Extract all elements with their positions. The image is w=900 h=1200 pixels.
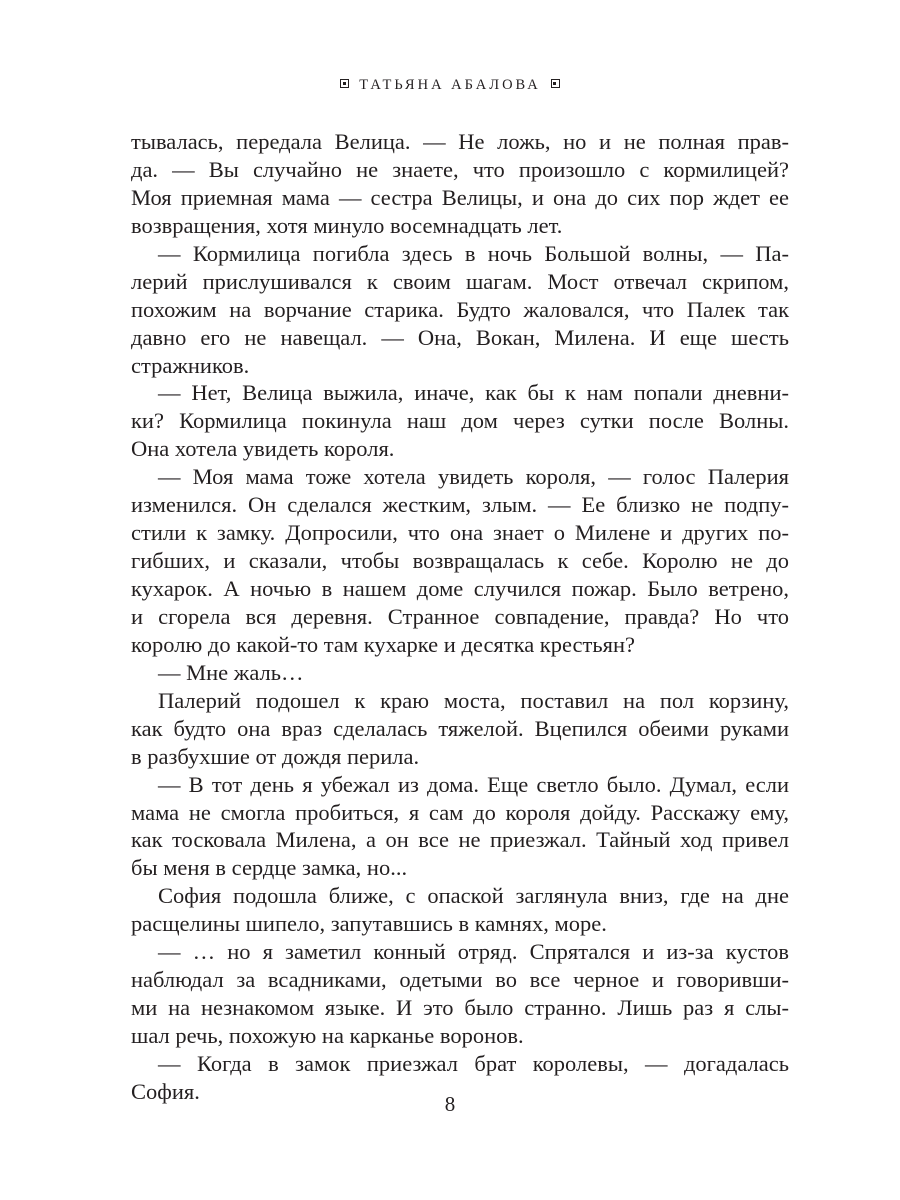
- text-line: стражников.: [131, 352, 250, 378]
- text-line: как будто она враз сделалась тяжелой. Вцепился обеими руками: [131, 715, 789, 741]
- paragraph: [131, 463, 789, 659]
- text-line: Моя приемная мама — сестра Велицы, и она до сих пор ждет ее: [131, 184, 789, 210]
- text-line: бы меня в сердце замка, но...: [131, 855, 408, 881]
- text-line: — … но я заметил конный отряд. Спрятался и из-за кустов: [158, 939, 789, 965]
- text-line: как тосковала Милена, а он все не приезжал. Тайный ход привел: [131, 827, 789, 853]
- text-line: лерий прислушивался к своим шагам. Мост отвечал скрипом,: [131, 268, 789, 294]
- text-line: кухарок. А ночью в нашем доме случился пожар. Было ветрено,: [131, 576, 789, 601]
- text-line: Она хотела увидеть короля.: [131, 436, 395, 462]
- body-text: [131, 128, 789, 1106]
- running-header: [0, 75, 900, 95]
- text-line: — Когда в замок приезжал брат королевы, — догадалась: [158, 1050, 789, 1076]
- text-line: Палерий подошел к краю моста, поставил на пол корзину,: [158, 687, 789, 713]
- paragraph: [131, 659, 789, 687]
- text-line: тывалась, передала Велица. — Не ложь, но и не полная прав-: [131, 129, 789, 154]
- text-line: — Нет, Велица выжила, иначе, как бы к нам попали дневни-: [158, 380, 789, 406]
- text-line: королю до какой-то там кухарке и десятка крестьян?: [131, 631, 635, 657]
- paragraph: [131, 771, 789, 883]
- text-line: давно его не навещал. — Она, Вокан, Милена. И еще шесть: [131, 324, 789, 350]
- text-line: наблюдал за всадниками, одетыми во все черное и говоривши-: [131, 967, 789, 993]
- paragraph: [131, 240, 789, 380]
- text-line: да. — Вы случайно не знаете, что произошло с кормилицей?: [131, 156, 789, 182]
- text-line: ки? Кормилица покинула наш дом через сутки после Волны.: [131, 408, 789, 434]
- text-line: в разбухшие от дождя перила.: [131, 743, 420, 769]
- text-line: София подошла ближе, с опаской заглянула вниз, где на дне: [158, 883, 789, 909]
- text-line: София.: [131, 1078, 200, 1104]
- text-line: шал речь, похожую на карканье воронов.: [131, 1023, 524, 1048]
- page-number: 8: [444, 1092, 456, 1116]
- ornament-square-icon: [551, 79, 560, 88]
- ornament-square-icon: [340, 79, 349, 88]
- paragraph: [131, 938, 789, 1050]
- text-line: ми на незнакомом языке. И это было странно. Лишь раз я слы-: [131, 995, 789, 1021]
- text-line: расщелины шипело, запутавшись в камнях, море.: [131, 911, 607, 937]
- text-line: — В тот день я убежал из дома. Еще светло было. Думал, если: [158, 771, 789, 797]
- header-author: ТАТЬЯНА АБАЛОВА: [359, 77, 541, 93]
- text-line: изменился. Он сделался жестким, злым. — Ее близко не подпу-: [131, 492, 789, 518]
- text-line: и сгорела вся деревня. Странное совпадение, правда? Но что: [131, 603, 789, 629]
- text-line: гибших, и сказали, чтобы возвращалась к себе. Королю не до: [131, 548, 789, 574]
- paragraph: [131, 882, 789, 938]
- text-line: — Кормилица погибла здесь в ночь Большой волны, — Па-: [158, 240, 789, 266]
- text-line: — Мне жаль…: [158, 659, 304, 685]
- paragraph: [131, 128, 789, 240]
- paragraph: [131, 687, 789, 771]
- text-line: стили к замку. Допросили, что она знает о Милене и других по-: [131, 520, 789, 546]
- text-line: похожим на ворчание старика. Будто жаловался, что Палек так: [131, 296, 789, 322]
- text-line: — Моя мама тоже хотела увидеть короля, — голос Палерия: [158, 464, 789, 490]
- paragraph: [131, 379, 789, 463]
- text-line: возвращения, хотя минуло восемнадцать лет.: [131, 212, 563, 238]
- text-line: мама не смогла пробиться, я сам до короля дойду. Расскажу ему,: [131, 799, 789, 825]
